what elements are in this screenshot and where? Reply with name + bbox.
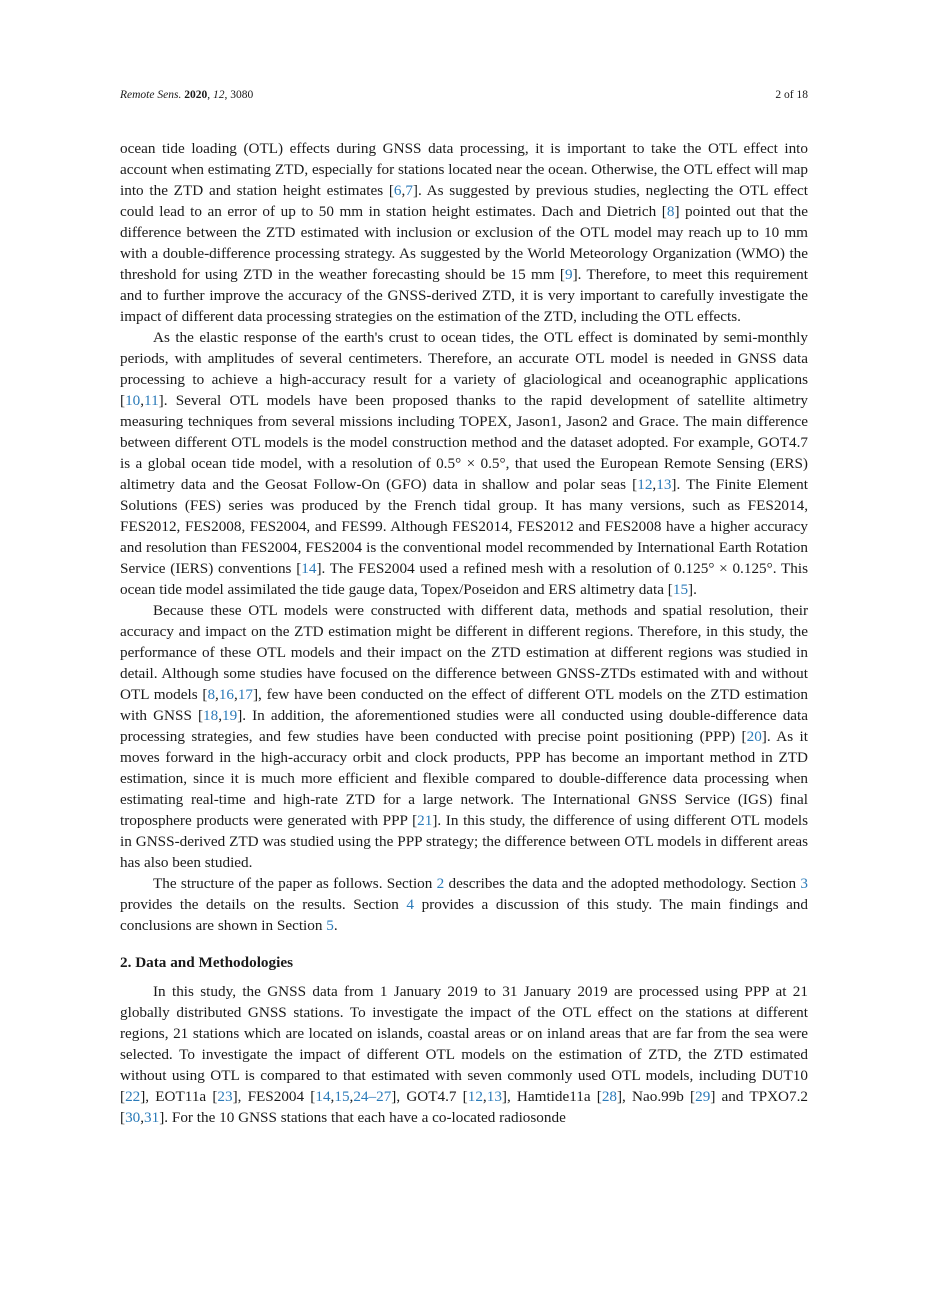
citation-link[interactable]: 29 [695,1088,711,1105]
citation-link[interactable]: 5 [326,917,334,934]
page-number: 2 of 18 [775,89,808,101]
citation-link[interactable]: 17 [237,686,253,703]
citation-link[interactable]: 4 [406,896,414,913]
citation-link[interactable]: 30 [125,1109,141,1126]
citation-link[interactable]: 20 [746,728,762,745]
citation-link[interactable]: 9 [564,266,573,283]
citation-link[interactable]: 21 [417,812,433,829]
citation-link[interactable]: 23 [217,1088,233,1105]
citation-link[interactable]: 18 [203,707,219,724]
citation-link[interactable]: 12 [637,476,653,493]
paragraph-study-motivation: Because these OTL models were constructed with different data, methods and spatial resolution, their accuracy and impact on the ZTD estimation might be different in different regions. Therefore, in this study, the performance of these OTL models and their impact on the ZTD estimation at different regions was studied in detail. Although some studies have focused on the difference between GNSS-ZTDs estimated with and without OTL models [8,16,17], few have been conducted on the effect of different OTL models on the ZTD estimation with GNSS [18,19]. In addition, the aforementioned studies were all conducted using double-difference data processing strategies, and few studies have been conducted with precise point positioning (PPP) [20]. As it moves forward in the high-accuracy orbit and clock products, PPP has become an important method in ZTD estimation, since it is much more efficient and flexible compared to double-difference data processing when estimating real-time and high-rate ZTD for a large network. The International GNSS Service (IGS) final troposphere products were generated with PPP [21]. In this study, the difference of using different OTL models in GNSS-derived ZTD was studied using the PPP strategy; the difference between OTL models in different areas has also been studied. [120,602,809,871]
paragraph-otl-models: As the elastic response of the earth's crust to ocean tides, the OTL effect is dominated by semi-monthly periods, with amplitudes of several centimeters. Therefore, an accurate OTL model is needed in GNSS data processing to achieve a high-accuracy result for a variety of glaciological and oceanographic applications [10,11]. Several OTL models have been proposed thanks to the rapid development of satellite altimetry measuring techniques from several missions including TOPEX, Jason1, Jason2 and Grace. The main difference between different OTL models is the model construction method and the dataset adopted. For example, GOT4.7 is a global ocean tide model, with a resolution of 0.5° × 0.5°, that used the European Remote Sensing (ERS) altimetry data and the Geosat Follow-On (GFO) data in shallow and polar seas [12,13]. The Finite Element Solutions (FES) series was produced by the French tidal group. It has many versions, such as FES2014, FES2012, FES2008, FES2004, and FES99. Although FES2014, FES2012 and FES2008 have a higher accuracy and resolution than FES2004, FES2004 is the conventional model recommended by International Earth Rotation Service (IERS) conventions [14]. The FES2004 used a refined mesh with a resolution of 0.125° × 0.125°. This ocean tide model assimilated the tide gauge data, Topex/Poseidon and ERS altimetry data [15]. [120,329,808,598]
citation-link[interactable]: 3 [800,875,808,892]
journal-volume: 12 [212,89,225,101]
citation-link[interactable]: 6 [393,182,402,199]
citation-link[interactable]: 31 [144,1109,160,1126]
citation-link[interactable]: 14 [301,560,317,577]
citation-link[interactable]: 15 [672,581,689,598]
paragraph-otl-intro: ocean tide loading (OTL) effects during GNSS data processing, it is important to take the OTL effect into account when estimating ZTD, especially for stations located near the ocean. Otherwise, the OTL effect will map into the ZTD and station height estimates [6,7]. As suggested by previous studies, neglecting the OTL effect could lead to an error of up to 50 mm in station height estimates. Dach and Dietrich [8] pointed out that the difference between the ZTD estimated with inclusion or exclusion of the OTL model may reach up to 10 mm with a double-difference processing strategy. As suggested by the World Meteorology Organization (WMO) the threshold for using ZTD in the weather forecasting should be 15 mm [9]. Therefore, to meet this requirement and to further improve the accuracy of the GNSS-derived ZTD, it is very important to carefully investigate the impact of different data processing strategies on the estimation of the ZTD, including the OTL effects. [120,140,808,325]
citation-link[interactable]: 2 [436,875,445,892]
citation-link[interactable]: 16 [218,686,235,703]
citation-link[interactable]: 12 [467,1088,483,1105]
citation-link[interactable]: 8 [207,686,216,703]
paragraph-paper-structure: The structure of the paper as follows. Section 2 describes the data and the adopted methodology. Section 3 provides the details on the results. Section 4 provides a discussion of this study. The main findings and conclusions are shown in Section 5. [120,875,808,934]
article-number: , 3080 [224,89,254,101]
citation-link[interactable]: 13 [486,1088,502,1105]
citation-link[interactable]: 10 [125,392,141,409]
citation-link[interactable]: 13 [656,476,672,493]
section-heading-data-methodologies: 2. Data and Methodologies [120,954,293,971]
journal-year: 2020 [184,89,208,101]
body-text [120,138,808,1128]
citation-link[interactable]: 8 [666,203,675,220]
citation-link[interactable]: 28 [601,1088,617,1105]
journal-name: Remote Sens. [120,89,182,101]
citation-link[interactable]: 24–27 [353,1088,392,1105]
paragraph-data-description: In this study, the GNSS data from 1 January 2019 to 31 January 2019 are processed using PPP at 21 globally distributed GNSS stations. To investigate the impact of the OTL effect on the stations at different regions, 21 stations which are located on islands, coastal areas or on inland areas that are far from the sea were selected. To investigate the impact of different OTL models on the estimation of ZTD, the ZTD estimated without using OTL is compared to that estimated with seven commonly used OTL models, including DUT10 [22], EOT11a [23], FES2004 [14,15,24–27], GOT4.7 [12,13], Hamtide11a [28], Nao.99b [29] and TPXO7.2 [30,31]. For the 10 GNSS stations that each have a co-located radiosonde [120,983,808,1126]
citation-link[interactable]: 14 [315,1088,331,1105]
citation-link[interactable]: 19 [222,707,238,724]
running-header: Remote Sens. 2020, 12, 3080 2 of 18 [120,86,808,104]
citation-link[interactable]: 11 [144,392,159,409]
citation-link[interactable]: 7 [405,182,413,199]
citation-link[interactable]: 22 [125,1088,141,1105]
citation-link[interactable]: 15 [334,1088,350,1105]
